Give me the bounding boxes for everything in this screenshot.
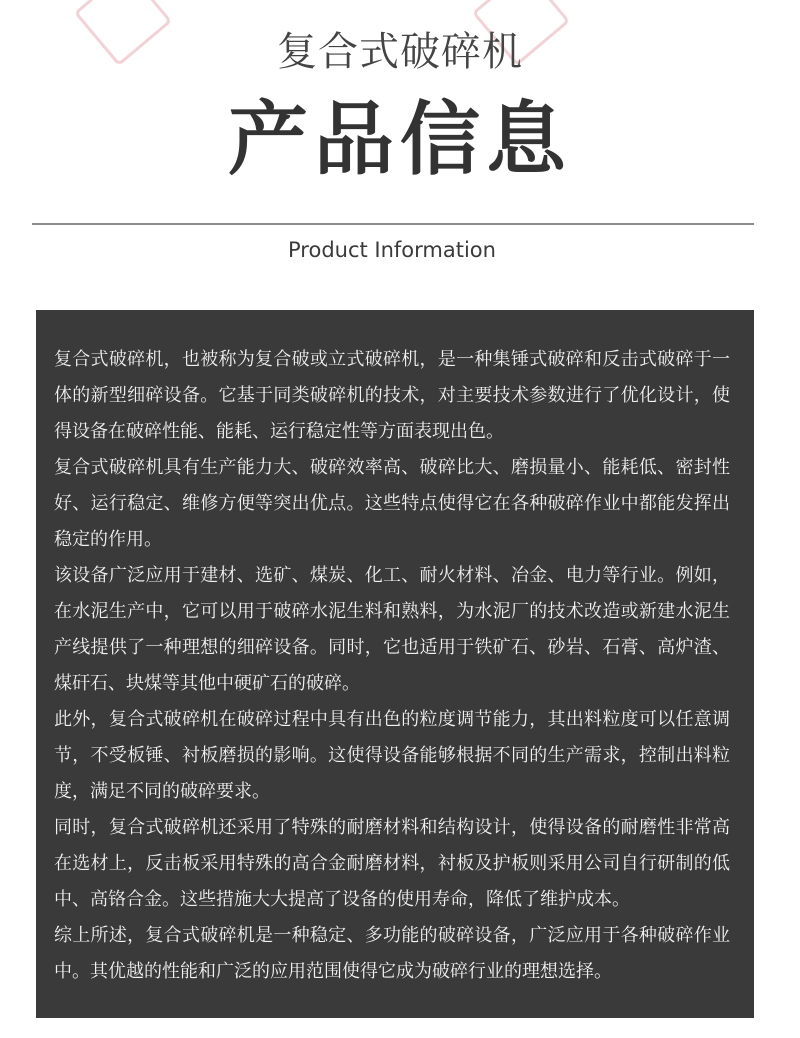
- header-divider: [32, 223, 754, 225]
- page-title: 产品信息: [228, 93, 572, 186]
- description-paragraph: 此外，复合式破碎机在破碎过程中具有出色的粒度调节能力，其出料粒度可以任意调节，不受板锤、衬板磨损的影响。这使得设备能够根据不同的生产需求，控制出料粒度，满足不同的破碎要求。: [54, 709, 730, 802]
- description-paragraph: 复合式破碎机，也被称为复合破或立式破碎机，是一种集锤式破碎和反击式破碎于一体的新型细碎设备。它基于同类破碎机的技术，对主要技术参数进行了优化设计，使得设备在破碎性能、能耗、运行稳定性等方面表现出色。: [54, 349, 730, 442]
- product-description-panel: [36, 310, 754, 1018]
- description-paragraph: 综上所述，复合式破碎机是一种稳定、多功能的破碎设备，广泛应用于各种破碎作业中。其优越的性能和广泛的应用范围使得它成为破碎行业的理想选择。: [54, 925, 730, 982]
- english-title: Product Information: [288, 238, 496, 262]
- description-paragraph: 复合式破碎机具有生产能力大、破碎效率高、破碎比大、磨损量小、能耗低、密封性好、运行稳定、维修方便等突出优点。这些特点使得它在各种破碎作业中都能发挥出稳定的作用。: [54, 457, 730, 550]
- description-paragraph: 同时，复合式破碎机还采用了特殊的耐磨材料和结构设计，使得设备的耐磨性非常高在选材上，反击板采用特殊的高合金耐磨材料，衬板及护板则采用公司自行研制的低中、高铬合金。这些措施大大提高了设备的使用寿命，降低了维护成本。: [54, 817, 730, 910]
- product-subtitle: 复合式破碎机: [277, 29, 523, 75]
- description-paragraph: 该设备广泛应用于建材、选矿、煤炭、化工、耐火材料、冶金、电力等行业。例如，在水泥生产中，它可以用于破碎水泥生料和熟料，为水泥厂的技术改造或新建水泥生产线提供了一种理想的细碎设备。同时，它也适用于铁矿石、砂岩、石膏、高炉渣、煤矸石、块煤等其他中硬矿石的破碎。: [54, 565, 730, 694]
